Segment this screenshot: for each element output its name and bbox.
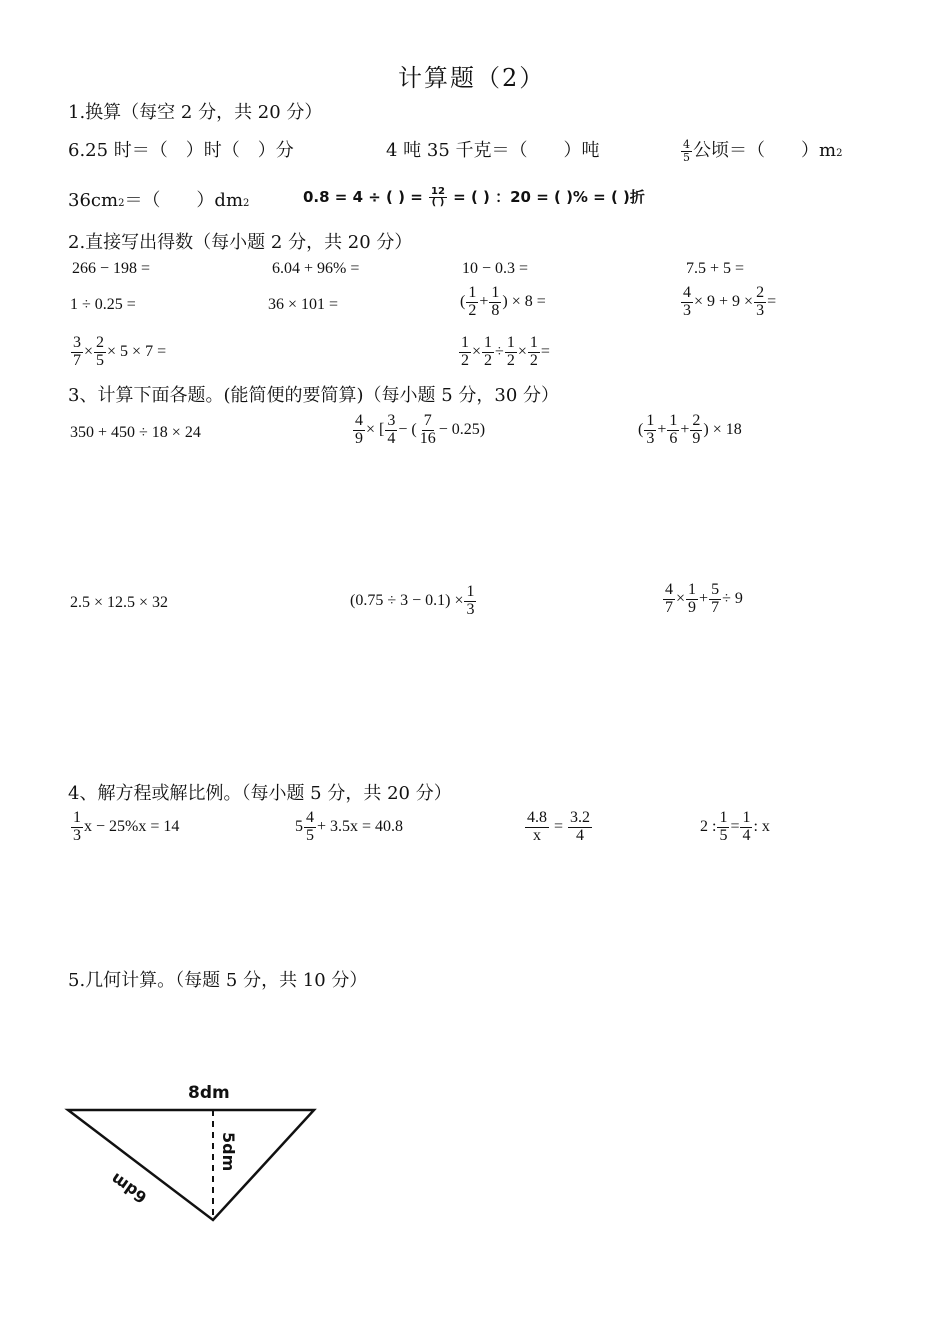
direct-calc-6: 36 × 101 = — [268, 296, 339, 313]
direct-calc-7: ( $\frac{1}{2}$ + $\frac{1}{8}$ ) × 8 = — [460, 284, 546, 319]
section-5-heading: 5.几何计算。（每题 5 分，共 10 分） — [68, 970, 368, 991]
page-title: 计算题（2） — [398, 64, 546, 92]
compute-5: (0.75 ÷ 3 − 0.1) × $\frac{1}{3}$ — [350, 583, 475, 618]
conversion-5: 0.8 = 4 ÷ ( ) = $\frac{12}{( )}$ = ( ) ：20 = ( )% = ( )折 — [303, 185, 645, 208]
slant-side-label: 6dm — [107, 1169, 151, 1208]
fraction: $\frac{2}{5}$ — [96, 334, 105, 369]
fraction: $\frac{4}{7}$ — [665, 581, 673, 616]
fraction: $\frac{1}{3}$ — [646, 412, 655, 447]
section-3-heading: 3、计算下面各题。(能简便的要简算)（每小题 5 分，30 分） — [68, 385, 560, 406]
conversion-4: 36cm2＝（ ）dm2 — [68, 190, 250, 211]
triangle-figure — [60, 1070, 330, 1230]
direct-calc-8: $\frac{4}{3}$ × 9 + 9 × $\frac{2}{3}$ = — [683, 284, 777, 319]
fraction: $\frac{4}{5}$ — [306, 809, 314, 844]
fraction: $\frac{3.2}{4}$ — [570, 809, 591, 844]
direct-calc-10: $\frac{1}{2}$ × $\frac{1}{2}$ ÷ $\frac{1}{2}$ × $\frac{1}{2}$ = — [461, 334, 550, 369]
fraction: $\frac{3}{4}$ — [387, 412, 396, 447]
conversion-3: $\frac{4}{5}$ 公顷＝（ ）m2 — [683, 137, 843, 164]
fraction: $\frac{1}{4}$ — [742, 809, 751, 844]
section-1-heading: 1.换算（每空 2 分，共 20 分） — [68, 102, 323, 123]
compute-2: $\frac{4}{9}$ × [ $\frac{3}{4}$ − ( $\frac{7}{16}$ − 0.25) — [355, 412, 486, 447]
direct-calc-4: 7.5 + 5 = — [686, 260, 745, 277]
section-2-heading: 2.直接写出得数（每小题 2 分，共 20 分） — [68, 232, 413, 253]
equation-4: 2 : $\frac{1}{5}$ = $\frac{1}{4}$ : x — [700, 809, 770, 844]
direct-calc-5: 1 ÷ 0.25 = — [70, 296, 136, 313]
fraction: $\frac{12}{( )}$ — [431, 185, 445, 208]
direct-calc-1: 266 − 198 = — [72, 260, 151, 277]
fraction: $\frac{1}{8}$ — [491, 284, 500, 319]
fraction: $\frac{1}{2}$ — [506, 334, 515, 369]
fraction: $\frac{1}{3}$ — [73, 809, 81, 844]
triangle-outline — [68, 1110, 314, 1220]
fraction: $\frac{4}{5}$ — [683, 137, 690, 164]
fraction: $\frac{1}{9}$ — [688, 581, 697, 616]
fraction: $\frac{2}{3}$ — [756, 284, 765, 319]
fraction: $\frac{3}{7}$ — [73, 334, 81, 369]
equation-1: $\frac{1}{3}$ x − 25%x = 14 — [73, 809, 180, 844]
fraction: $\frac{2}{9}$ — [692, 412, 701, 447]
fraction: $\frac{1}{2}$ — [468, 284, 477, 319]
fraction: $\frac{7}{16}$ — [419, 412, 436, 447]
fraction: $\frac{1}{5}$ — [719, 809, 728, 844]
fraction: $\frac{4.8}{x}$ — [527, 809, 547, 844]
compute-6: $\frac{4}{7}$ × $\frac{1}{9}$ + $\frac{5}{7}$ ÷ 9 — [665, 581, 743, 616]
compute-4: 2.5 × 12.5 × 32 — [70, 594, 169, 611]
section-4-heading: 4、解方程或解比例。（每小题 5 分，共 20 分） — [68, 783, 452, 804]
conversion-2: 4 吨 35 千克＝（ ）吨 — [386, 140, 600, 161]
direct-calc-2: 6.04 + 96% = — [272, 260, 360, 277]
fraction: $\frac{5}{7}$ — [711, 581, 720, 616]
fraction: $\frac{1}{3}$ — [466, 583, 475, 618]
compute-3: ( $\frac{1}{3}$ + $\frac{1}{6}$ + $\frac{2}{9}$ ) × 18 — [638, 412, 742, 447]
top-side-label: 8dm — [188, 1083, 230, 1103]
fraction: $\frac{1}{2}$ — [484, 334, 493, 369]
fraction: $\frac{1}{2}$ — [529, 334, 538, 369]
direct-calc-9: $\frac{3}{7}$ × $\frac{2}{5}$ × 5 × 7 = — [73, 334, 167, 369]
direct-calc-3: 10 − 0.3 = — [462, 260, 529, 277]
height-label: 5dm — [219, 1132, 238, 1172]
conversion-1: 6.25 时＝（ ）时（ ）分 — [68, 140, 294, 161]
compute-1: 350 + 450 ÷ 18 × 24 — [70, 424, 201, 441]
equation-3: $\frac{4.8}{x}$ = $\frac{3.2}{4}$ — [527, 809, 591, 844]
equation-2: 5 $\frac{4}{5}$ + 3.5x = 40.8 — [295, 809, 404, 844]
fraction: $\frac{4}{9}$ — [355, 412, 363, 447]
fraction: $\frac{1}{6}$ — [669, 412, 678, 447]
fraction: $\frac{1}{2}$ — [461, 334, 469, 369]
fraction: $\frac{4}{3}$ — [683, 284, 691, 319]
